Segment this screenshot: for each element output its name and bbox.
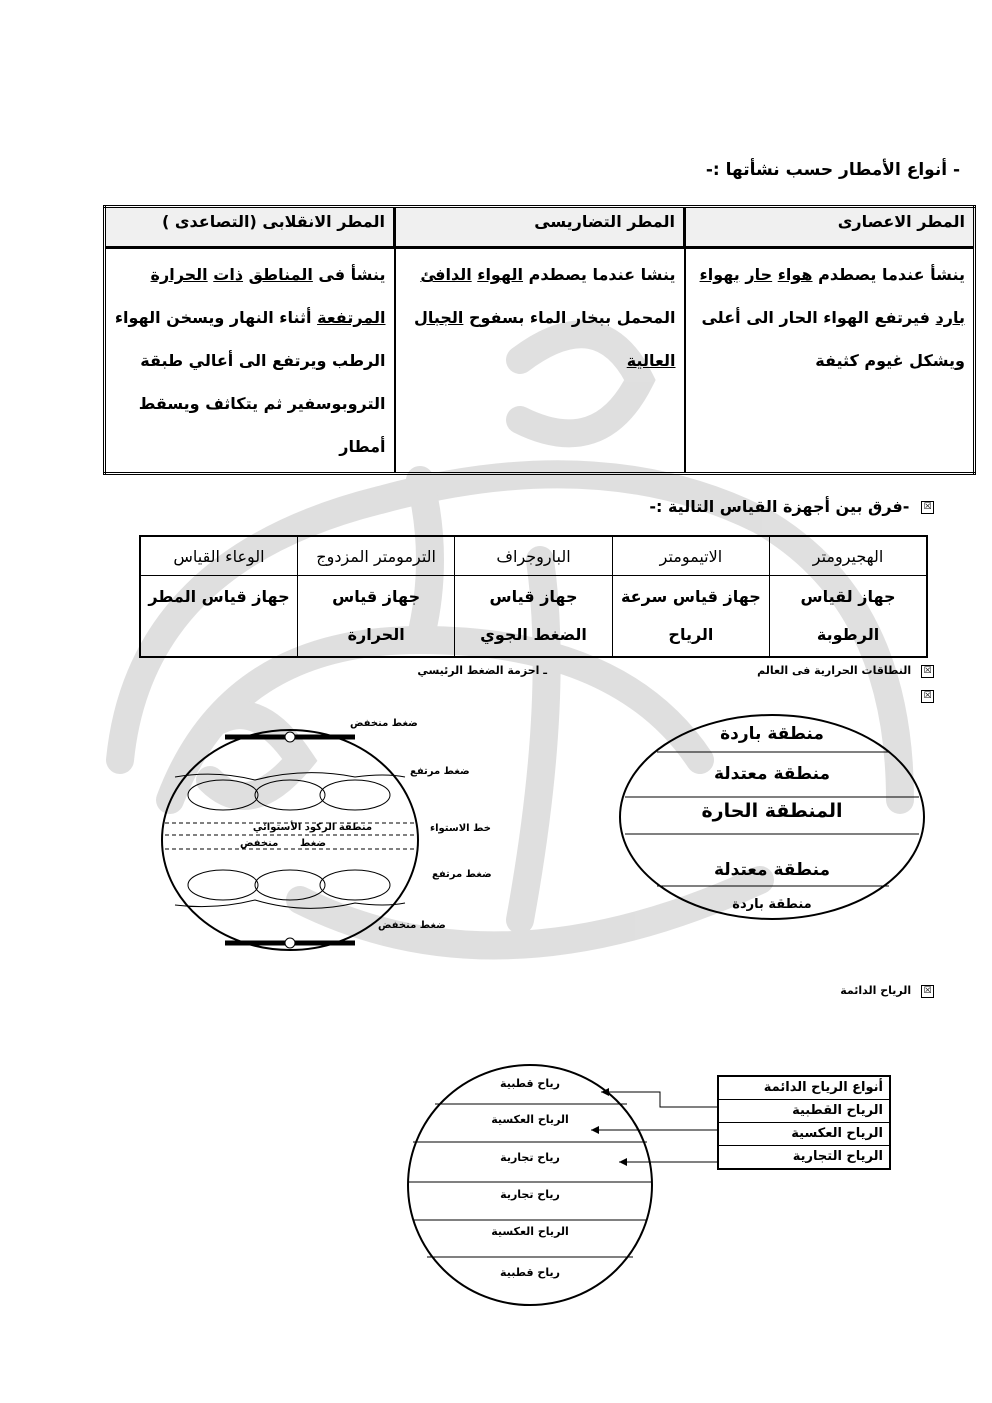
calm-zone-label: منطقة الركود الأستوائي	[252, 822, 373, 833]
pressure-label: ضغط مرتفع	[432, 869, 492, 880]
instrument-use: جهاز لقياس الرطوبة	[770, 576, 927, 658]
instruments-heading	[649, 497, 934, 516]
wind-band-label: رياح تجارية	[500, 1188, 560, 1201]
rain-text-segment: بارد	[935, 308, 965, 327]
rain-col-text	[685, 248, 975, 474]
checkbox-row	[915, 689, 934, 703]
rain-types-table	[103, 205, 976, 475]
rain-text-segment: ينشا عندما يصطدم	[523, 265, 676, 284]
thermal-zone-label: منطقة باردة	[720, 724, 824, 744]
instrument-name: الباروجراف	[455, 536, 612, 576]
legend-item: الرياح القطبية	[719, 1100, 889, 1123]
instrument-use: جهاز قياس المطر	[140, 576, 297, 658]
calm-zone-label-3: ضغط	[300, 838, 327, 849]
rain-text-segment: بهواء	[699, 265, 740, 284]
rain-text-segment: العالية	[626, 351, 676, 370]
pressure-caption: ـ احزمة الضغط الرئيسي	[417, 664, 547, 677]
rain-col-header: المطر الانقلابى (التصاعدى )	[105, 207, 395, 248]
thermal-caption: ☒ النطاقات الحرارية فى العالم	[757, 664, 934, 678]
rain-col-header: المطر التضاريسى	[395, 207, 685, 248]
instrument-name: الاتيمومتر	[612, 536, 769, 576]
instrument-name: الهجيرومتر	[770, 536, 927, 576]
wind-band-label: رياح قطبية	[500, 1266, 560, 1279]
rain-text-segment: الهواء	[477, 265, 524, 284]
rain-text-segment: ينشأ عندما يصطدم	[812, 265, 965, 284]
thermal-zone-label: منطقة معتدلة	[713, 764, 831, 784]
wind-band-label: رياح قطبية	[500, 1077, 560, 1090]
pressure-label: خط الاستواء	[430, 823, 491, 834]
checkbox-icon: ☒	[921, 665, 934, 678]
rain-col-header: المطر الاعصارى	[685, 207, 975, 248]
rain-text-segment: فيرتفع الهواء الحار الى أعلى ويشكل غيوم كثيفة	[701, 308, 965, 370]
wind-band-label: رياح تجارية	[500, 1151, 560, 1164]
rain-text-segment: ينشأ فى	[312, 265, 386, 284]
legend-title: أنواع الرياح الدائمة	[719, 1077, 889, 1100]
instrument-use: جهاز قياس الحرارة	[297, 576, 454, 658]
thermal-zone-label: منطقة معتدلة	[713, 860, 831, 880]
rain-text-segment: الدافئ	[420, 265, 472, 284]
legend-item: الرياح العكسية	[719, 1123, 889, 1146]
pressure-label: ضغط مرتفع	[410, 766, 470, 777]
rain-text-segment: الجبال	[413, 308, 464, 327]
calm-zone-label-2: منخفض	[240, 838, 279, 849]
rain-text-segment: هواء	[777, 265, 813, 284]
rain-types-heading: - أنواع الأمطار حسب نشأتها :-	[705, 160, 960, 180]
instrument-name: الوعاء القياس	[140, 536, 297, 576]
winds-legend	[717, 1075, 891, 1170]
wind-band-label: الرياح العكسية	[491, 1225, 569, 1238]
rain-text-segment: المناطق	[248, 265, 313, 284]
thermal-zone-label: المنطقة الحارة	[701, 800, 843, 822]
instruments-table	[139, 535, 928, 658]
checkbox-icon: ☒	[921, 690, 934, 703]
rain-text-segment: المحمل ببخار الماء بسفوح	[463, 308, 676, 327]
rain-col-text	[105, 248, 395, 474]
instruments-heading-text: -فرق بين أجهزة القياس التالية :-	[649, 497, 910, 516]
checkbox-icon: ☒	[921, 501, 934, 514]
instrument-use: جهاز قياس سرعة الرياح	[612, 576, 769, 658]
rain-text-segment: المرتفعة	[317, 308, 386, 327]
instrument-name: الترمومتر المزدوج	[297, 536, 454, 576]
rain-text-segment: أثناء النهار ويسخن الهواء الرطب ويرتفع الى أعالي طبقة التروبوسفير ثم يتكاثف ويسقط أمطار	[114, 308, 386, 456]
rain-text-segment: حار	[745, 265, 773, 284]
checkbox-icon: ☒	[921, 985, 934, 998]
legend-item: الرياح التجارية	[792, 1149, 883, 1164]
thermal-zone-label: منطقة باردة	[732, 897, 812, 912]
rain-text-segment: ذات	[213, 265, 244, 284]
pressure-label: ضغط منخفض	[378, 920, 446, 931]
wind-band-label: الرياح العكسية	[491, 1113, 569, 1126]
rain-text-segment: الحرارة	[150, 265, 208, 284]
instrument-use: جهاز قياس الضغط الجوي	[455, 576, 612, 658]
rain-col-text	[395, 248, 685, 474]
pressure-label: ضغط منخفض	[350, 718, 418, 729]
winds-caption: ☒ الرياح الدائمة	[840, 984, 934, 998]
